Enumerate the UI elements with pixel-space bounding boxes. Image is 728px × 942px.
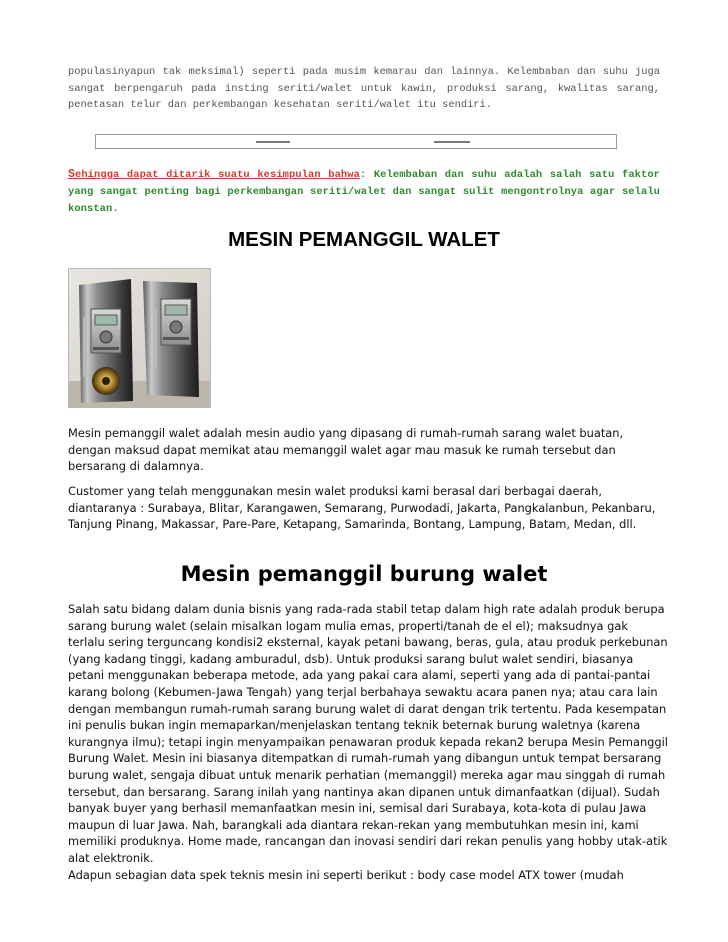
horizontal-divider — [95, 134, 617, 149]
speaker-machine-photo — [68, 268, 211, 408]
conclusion-lead-initial: S — [68, 168, 76, 181]
heading-mesin-pemanggil-burung-walet: Mesin pemanggil burung walet — [180, 562, 548, 586]
conclusion-separator: : — [359, 169, 367, 181]
speaker-machine-illustration — [69, 269, 210, 407]
definition-paragraph: Mesin pemanggil walet adalah mesin audio yang dipasang di rumah-rumah sarang walet buatan, dengan maksud dapat memikat atau memanggil walet agar mau masuk ke rumah tersebut dan bersarang di dalamnya. — [68, 426, 624, 474]
conclusion-paragraph — [68, 166, 660, 218]
heading-mesin-pemanggil-walet: MESIN PEMANGGIL WALET — [228, 228, 500, 251]
conclusion-lead — [68, 169, 360, 181]
divider-mark-left — [256, 141, 290, 143]
customers-paragraph: Customer yang telah menggunakan mesin walet produksi kami berasal dari berbagai daerah, diantaranya : Surabaya, Blitar, Karangawen, Semarang, Purwodadi, Jakarta, Pangkalanbun, Pekanbaru, Tanjung Pinang, Makassar, Pare-Pare, Ketapang, Samarinda, Bontang, Lampung, Batam, Medan, dll. — [68, 484, 656, 532]
conclusion-lead-text: ehingga dapat ditarik suatu kesimpulan bahwa — [75, 169, 360, 181]
body-paragraph: Salah satu bidang dalam dunia bisnis yang rada-rada stabil tetap dalam high rate adalah produk berupa sarang burung walet (selain misalkan logam mulia emas, properti/tanah de el el); maksudnya gak terlalu sering terguncang kondisi2 eksternal, kayak petani bawang, beras, gula, atau produk perkebunan (yang kadang tinggi, kadang amburadul, dsb). Untuk produksi sarang bulut walet sendiri, biasanya petani menggunakan beberapa metode, ada yang pakai cara alami, seperti yang ada di pantai-pantai karang bolong (Kebumen-Jawa Tengah) yang terjal berbahaya sewaktu acara panen nya; atau cara lain dengan membangun rumah-rumah sarang burung walet di darat dengan trik tertentu. Pada kesempatan ini penulis bukan ingin memaparkan/menjelaskan tentang teknik beternak burung waletnya (karena kurangnya ilmu); tetapi ingin menyampaikan penawaran produk kepada rekan2 berupa Mesin Pemanggil Burung Walet. Mesin ini biasanya ditempatkan di rumah-rumah yang dibangun untuk tempat bersarang burung walet, sengaja dibuat untuk menarik perhatian (memanggil) mereka agar mau singgah di rumah tersebut, dan bersarang. Sarang inilah yang nantinya akan dipanen untuk dimanfaatkan (dijual). Sudah banyak buyer yang berhasil memanfaatkan mesin ini, semisal dari Surabaya, kota-kota di pulau Jawa maupun di luar Jawa. Nah, barangkali ada diantara rekan-rekan yang membutuhkan mesin ini, kami memiliki produknya. Home made, rancangan dan inovasi sendiri dari rekan penulis yang hobby utak-atik alat elektronik. Adapun sebagian data spek teknis mesin ini seperti berikut : body case model ATX tower (mudah — [68, 602, 668, 882]
intro-paragraph: populasinyapun tak meksimal) seperti pada musim kemarau dan lainnya. Kelembaban dan suhu juga sangat berpengaruh pada insting seriti/walet untuk kawin, produksi sarang, kwalitas sarang, penetasan telur dan perkembangan kesehatan seriti/walet itu sendiri. — [68, 66, 660, 111]
conclusion-text: Kelembaban dan suhu adalah salah satu faktor yang sangat penting bagi perkembangan seriti/walet dan sangat sulit mengontrolnya agar selalu konstan. — [68, 169, 660, 215]
divider-mark-right — [434, 141, 470, 143]
